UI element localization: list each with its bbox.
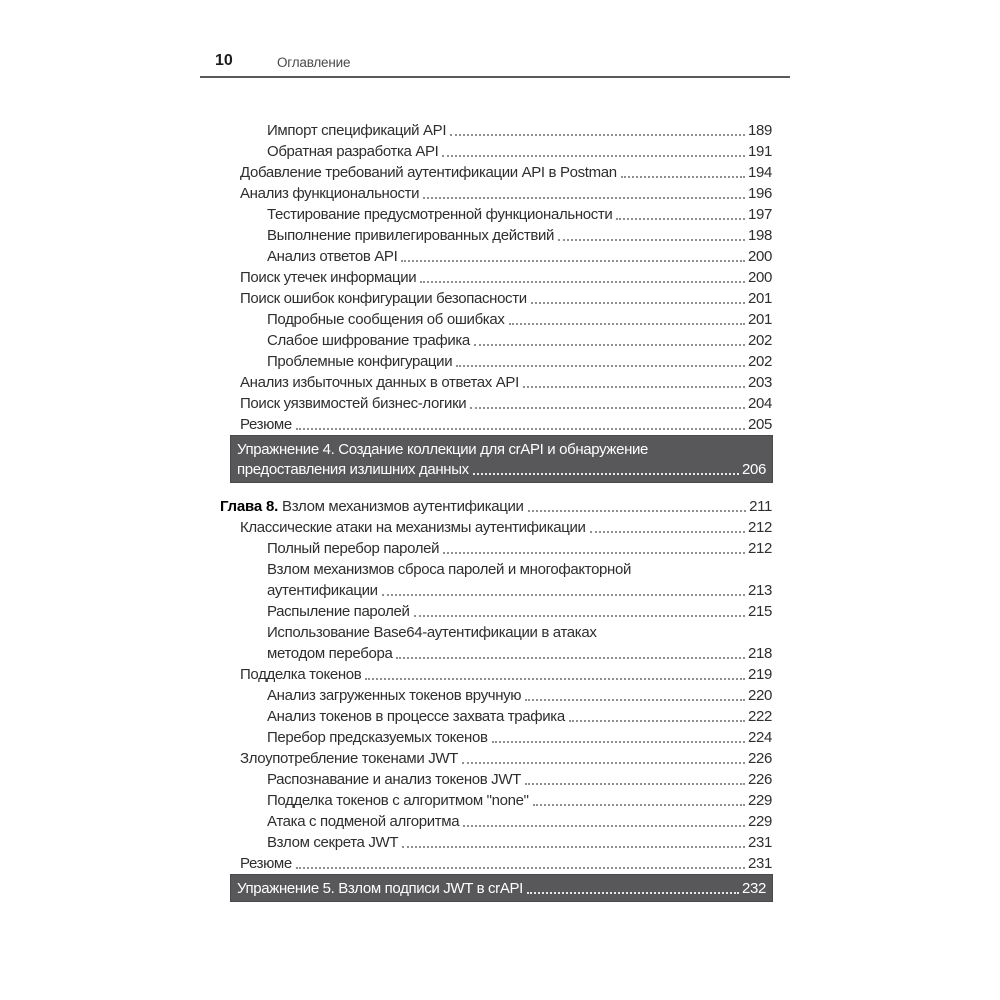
toc-page-number: 226 [748, 771, 772, 788]
toc-page-number: 200 [748, 248, 772, 265]
dotted-leader [456, 365, 745, 367]
toc-entry-title: Подделка токенов [240, 666, 362, 683]
toc-page-number: 191 [748, 143, 772, 160]
toc-page-number: 201 [748, 290, 772, 307]
toc-entry-title: Тестирование предусмотренной функциональности [267, 206, 613, 223]
toc-entry [215, 788, 772, 809]
dotted-leader [402, 846, 745, 848]
dotted-leader [525, 783, 745, 785]
toc-entry [215, 181, 772, 202]
toc-entry-title: Поиск ошибок конфигурации безопасности [240, 290, 527, 307]
toc-entry [215, 515, 772, 536]
dotted-leader [531, 302, 745, 304]
toc-page-number: 229 [748, 813, 772, 830]
dotted-leader [396, 657, 745, 659]
toc-entry [215, 851, 772, 872]
toc-entry-title: Анализ загруженных токенов вручную [267, 687, 522, 704]
toc-page-number: 218 [748, 645, 772, 662]
running-header: Оглавление [277, 55, 351, 70]
toc-entry-title: Использование Base64-аутентификации в атаках [267, 624, 597, 641]
toc-entry-title: Анализ функциональности [240, 185, 420, 202]
toc-page-number: 189 [748, 122, 772, 139]
toc-entry-title: Выполнение привилегированных действий [267, 227, 555, 244]
toc-page-number: 226 [748, 750, 772, 767]
dotted-leader [590, 531, 745, 533]
toc-page-number: 222 [748, 708, 772, 725]
dotted-leader [450, 134, 745, 136]
toc-page-number: 213 [748, 582, 772, 599]
toc-entry-title: Проблемные конфигурации [267, 353, 453, 370]
toc-entry-title: Поиск утечек информации [240, 269, 417, 286]
toc-entry-title: Поиск уязвимостей бизнес-логики [240, 395, 467, 412]
page-number: 10 [215, 52, 233, 69]
toc-entry [215, 265, 772, 286]
toc-page-number: 212 [748, 519, 772, 536]
toc-entry-title: Упражнение 5. Взлом подписи JWT в crAPI [237, 880, 523, 897]
dotted-leader [462, 762, 745, 764]
toc-page-number: 215 [748, 603, 772, 620]
toc-entry-title: методом перебора [267, 645, 393, 662]
toc-page-number: 203 [748, 374, 772, 391]
dotted-leader [616, 218, 745, 220]
toc-page-number: 202 [748, 332, 772, 349]
toc-entry [215, 725, 772, 746]
toc-page-number: 224 [748, 729, 772, 746]
dotted-leader [509, 323, 746, 325]
toc-entry [215, 767, 772, 788]
dotted-leader [382, 594, 745, 596]
toc-entry-title: Обратная разработка API [267, 143, 439, 160]
toc-entry-title: Глава 8. Взлом механизмов аутентификации [220, 498, 524, 515]
toc-page-number: 201 [748, 311, 772, 328]
dotted-leader [443, 552, 745, 554]
dotted-leader [473, 473, 739, 475]
toc-entry [215, 244, 772, 265]
toc-page-number: 206 [742, 461, 766, 478]
toc-entry [215, 328, 772, 349]
dotted-leader [569, 720, 745, 722]
toc-entry-title: Резюме [240, 416, 292, 433]
dotted-leader [527, 892, 739, 894]
toc-page-number: 200 [748, 269, 772, 286]
toc-entry-title: Добавление требований аутентификации API в Postman [240, 164, 617, 181]
toc-page-number: 212 [748, 540, 772, 557]
toc-entry [215, 746, 772, 767]
toc-page-number: 204 [748, 395, 772, 412]
toc-entry [215, 307, 772, 328]
toc-exercise-entry [231, 875, 772, 901]
dotted-leader [528, 510, 747, 512]
dotted-leader [414, 615, 746, 617]
dotted-leader [296, 428, 745, 430]
toc-entry [215, 370, 772, 391]
toc-entry [215, 118, 772, 139]
dotted-leader [523, 386, 745, 388]
dotted-leader [442, 155, 745, 157]
toc-entry [215, 223, 772, 244]
toc-entry-title: Распознавание и анализ токенов JWT [267, 771, 521, 788]
dotted-leader [401, 260, 745, 262]
toc-entry [215, 704, 772, 725]
toc-page-number: 229 [748, 792, 772, 809]
toc-entry-title: аутентификации [267, 582, 378, 599]
dotted-leader [558, 239, 745, 241]
dotted-leader [365, 678, 745, 680]
toc-entry-title: Классические атаки на механизмы аутентификации [240, 519, 586, 536]
toc-entry-title: Импорт спецификаций API [267, 122, 447, 139]
chapter-label: Глава 8. [220, 498, 283, 515]
toc-entry-title: Анализ избыточных данных в ответах API [240, 374, 519, 391]
dotted-leader [525, 699, 745, 701]
toc-entry-title: Подделка токенов с алгоритмом "none" [267, 792, 529, 809]
dotted-leader [463, 825, 745, 827]
toc-entry-title: Перебор предсказуемых токенов [267, 729, 488, 746]
toc-page-number: 231 [748, 855, 772, 872]
toc-entry-title: Злоупотребление токенами JWT [240, 750, 458, 767]
dotted-leader [423, 197, 745, 199]
toc-entry [215, 809, 772, 830]
toc-entry [215, 286, 772, 307]
toc-entry-title: Подробные сообщения об ошибках [267, 311, 505, 328]
toc-page-number: 220 [748, 687, 772, 704]
toc-page-number: 232 [742, 880, 766, 897]
toc-page-number: 219 [748, 666, 772, 683]
toc-entry-title: Упражнение 4. Создание коллекции для crAPI и обнаружение [237, 441, 649, 458]
toc-page-number: 198 [748, 227, 772, 244]
toc-exercise-entry [231, 436, 772, 482]
toc-entry [215, 160, 772, 181]
toc-entry [215, 391, 772, 412]
toc-entry-title: Слабое шифрование трафика [267, 332, 470, 349]
toc-page-number: 197 [748, 206, 772, 223]
toc-entry [215, 557, 772, 599]
toc-entry-title: Распыление паролей [267, 603, 410, 620]
header-rule [200, 76, 790, 78]
toc-entry-title: Взлом механизмов сброса паролей и многофакторной [267, 561, 632, 578]
table-of-contents [215, 118, 772, 903]
toc-entry [215, 620, 772, 662]
toc-entry [215, 599, 772, 620]
toc-entry [215, 830, 772, 851]
dotted-leader [470, 407, 745, 409]
toc-entry [215, 349, 772, 370]
toc-entry [215, 202, 772, 223]
toc-page-number: 202 [748, 353, 772, 370]
toc-page-number: 231 [748, 834, 772, 851]
toc-entry [215, 536, 772, 557]
dotted-leader [420, 281, 745, 283]
toc-entry [215, 139, 772, 160]
dotted-leader [474, 344, 745, 346]
dotted-leader [492, 741, 745, 743]
toc-entry-title: Анализ токенов в процессе захвата трафика [267, 708, 565, 725]
toc-page-number: 205 [748, 416, 772, 433]
toc-chapter-entry [215, 494, 772, 515]
toc-entry-title: Взлом секрета JWT [267, 834, 399, 851]
dotted-leader [621, 176, 745, 178]
toc-entry-title: Атака с подменой алгоритма [267, 813, 460, 830]
dotted-leader [533, 804, 745, 806]
toc-page-number: 196 [748, 185, 772, 202]
toc-entry-title: Анализ ответов API [267, 248, 398, 265]
dotted-leader [296, 867, 745, 869]
toc-entry [215, 412, 772, 433]
toc-entry [215, 662, 772, 683]
toc-page-number: 211 [749, 498, 772, 515]
toc-entry-title: предоставления излишних данных [237, 461, 469, 478]
toc-entry-title: Резюме [240, 855, 292, 872]
toc-entry [215, 683, 772, 704]
toc-page-number: 194 [748, 164, 772, 181]
toc-entry-title: Полный перебор паролей [267, 540, 440, 557]
